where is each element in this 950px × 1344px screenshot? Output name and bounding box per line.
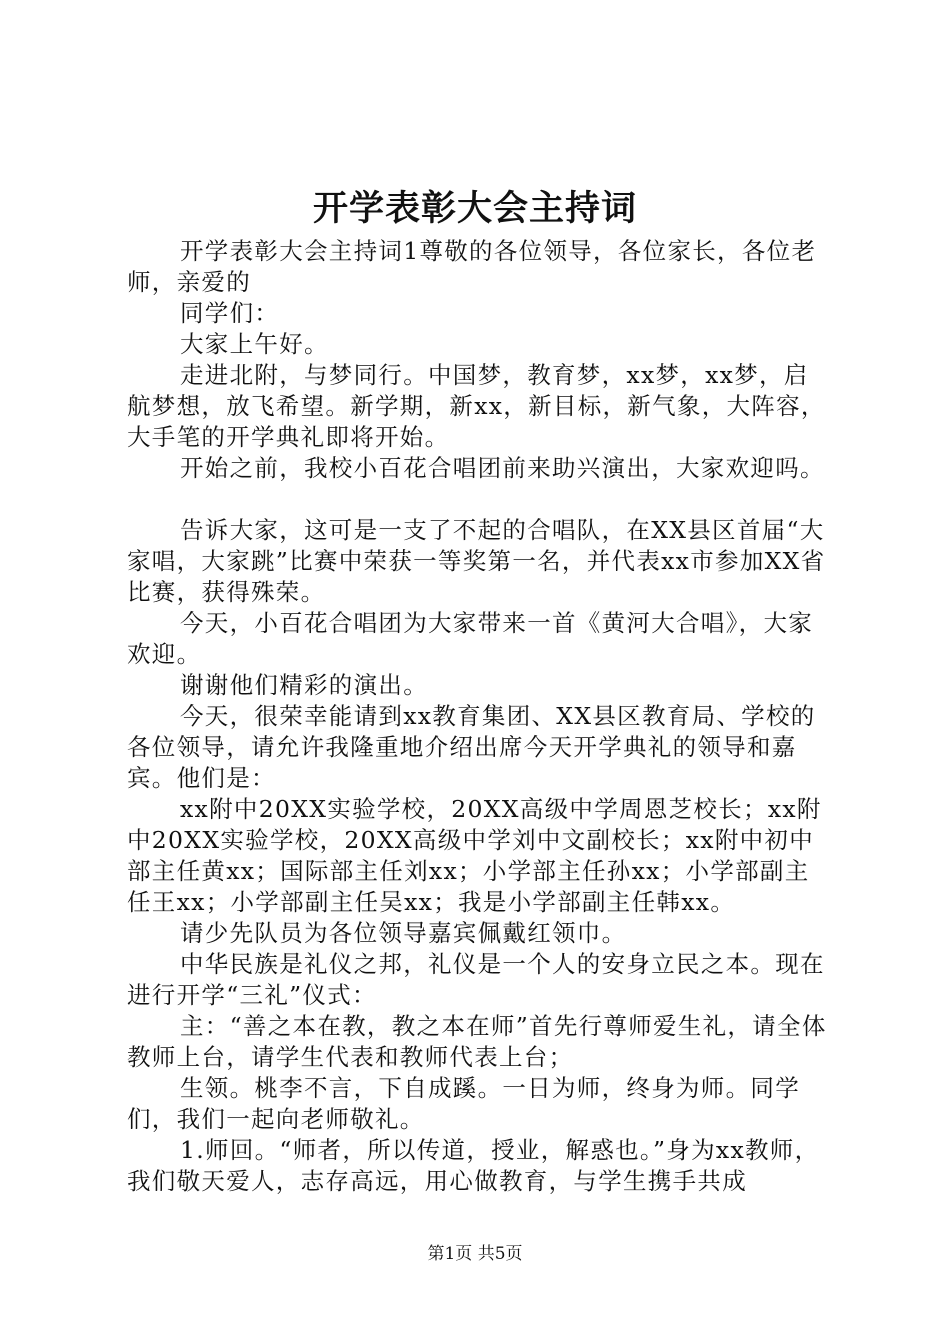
paragraph: 请少先队员为各位领导嘉宾佩戴红领巾。 <box>180 919 627 947</box>
paragraph: 开始之前，我校小百花合唱团前来助兴演出，大家欢迎吗。 <box>180 454 825 482</box>
paragraph: 今天，小百花合唱团为大家带来一首《黄河大合唱》，大家欢迎。 <box>127 609 814 668</box>
paragraph: 大家上午好。 <box>180 330 329 358</box>
paragraph: 1.师回。“师者，所以传道，授业，解惑也。”身为xx教师，我们敬天爱人，志存高远，用心做教育，与学生携手共成 <box>127 1136 820 1195</box>
paragraph: 开学表彰大会主持词1尊敬的各位领导，各位家长，各位老师，亲爱的 <box>127 237 817 296</box>
paragraph: 谢谢他们精彩的演出。 <box>180 671 428 699</box>
document-title: 开学表彰大会主持词 <box>312 188 637 229</box>
paragraph: 中华民族是礼仪之邦，礼仪是一个人的安身立民之本。现在进行开学“三礼”仪式： <box>127 950 825 1009</box>
page-footer: 第1页 共5页 <box>427 1244 523 1264</box>
paragraph: 同学们： <box>180 299 280 327</box>
paragraph: 今天，很荣幸能请到xx教育集团、XX县区教育局、学校的各位领导，请允许我隆重地介绍出席今天开学典礼的领导和嘉宾。他们是： <box>127 702 816 792</box>
paragraph: xx附中20XX实验学校，20XX高级中学周恩芝校长；xx附中20XX实验学校，20XX高级中学刘中文副校长；xx附中初中部主任黄xx；国际部主任刘xx；小学部主任孙xx；小学部副主任王xx；小学部副主任吴xx；我是小学部副主任韩xx。 <box>127 795 822 916</box>
blank-line <box>127 484 833 515</box>
paragraph: 走进北附，与梦同行。中国梦，教育梦，xx梦，xx梦，启航梦想，放飞希望。新学期，新xx，新目标，新气象，大阵容，大手笔的开学典礼即将开始。 <box>127 361 826 451</box>
paragraph: 告诉大家，这可是一支了不起的合唱队，在XX县区首届“大家唱，大家跳”比赛中荣获一等奖第一名，并代表xx市参加XX省比赛，获得殊荣。 <box>127 516 826 606</box>
paragraph: 生领。桃李不言，下自成蹊。一日为师，终身为师。同学们，我们一起向老师敬礼。 <box>127 1074 800 1133</box>
document-body <box>127 236 833 1197</box>
paragraph: 主：“善之本在教，教之本在师”首先行尊师爱生礼，请全体教师上台，请学生代表和教师代表上台； <box>127 1012 827 1071</box>
